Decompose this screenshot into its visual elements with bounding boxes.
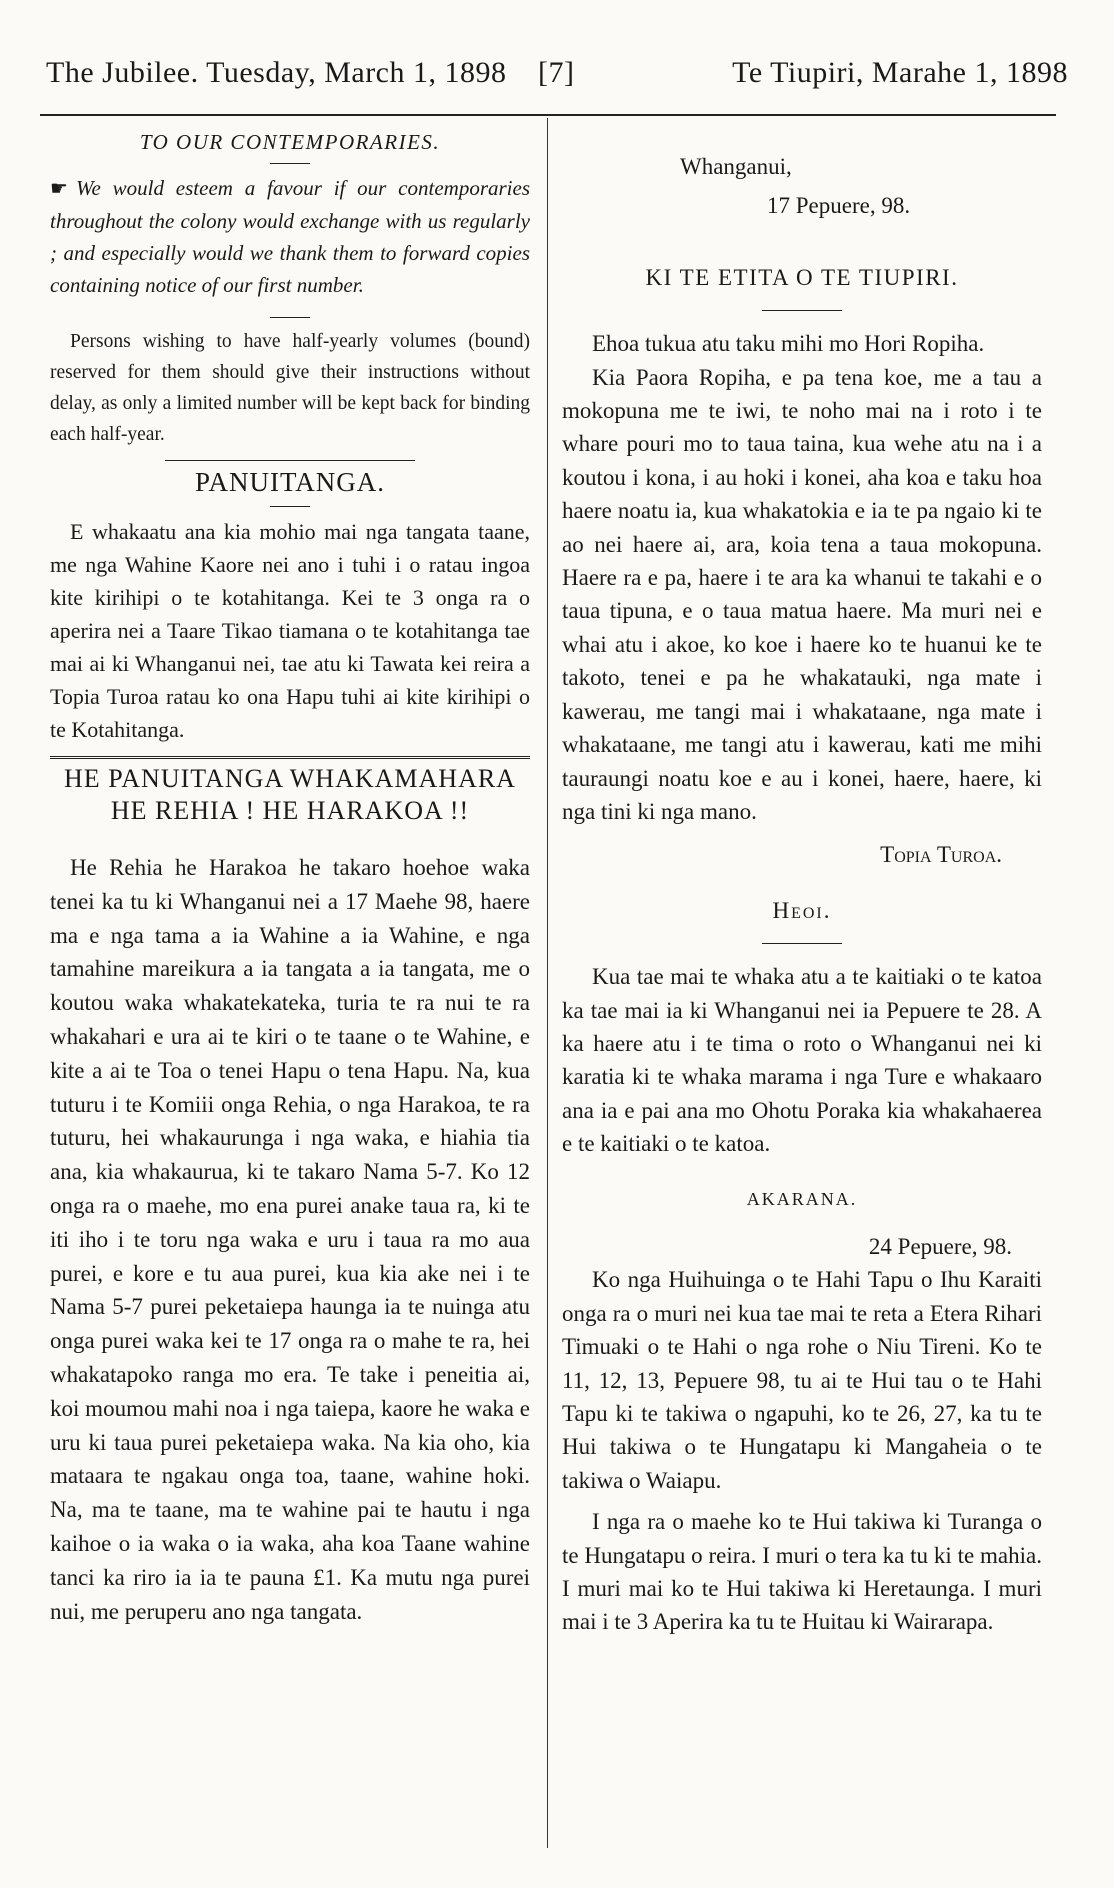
panui-whakamahara-title-1: HE PANUITANGA WHAKAMAHARA <box>64 764 516 793</box>
letter-place: Whanganui, <box>680 154 792 179</box>
header-rule <box>40 114 1056 116</box>
akarana-body-1: Ko nga Huihuinga o te Hahi Tapu o Ihu Karaiti onga ra o muri nei kua tae mai te reta a Etera Rihari Timuaki o te Hahi o nga rohe o Niu Tireni. Ko te 11, 12, 13, Pepuere 98, tu ai te Hui tau o te Hahi Tapu ki te takiwa o ngapuhi, ko te 26, 27, ka tu te Hui takiwa o te Hungatapu ki Mangaheia o te takiwa o Waiapu. <box>562 1267 1042 1493</box>
contemporaries-body: We would esteem a favour if our contemporaries throughout the colony would exchange with us regularly ; and especially would we thank them to forward copies containing notice of our first number. <box>50 176 530 297</box>
divider-short <box>270 317 310 318</box>
page-header <box>40 40 1074 100</box>
letter-date: 17 Pepuere, 98. <box>767 193 911 219</box>
panuitanga-title: PANUITANGA. <box>194 467 386 497</box>
heoi-body: Kua tae mai te whaka atu a te kaitiaki o te katoa ka tae mai ia ki Whanganui nei ia Pepuere te 28. A ka haere atu i te tima o roto o Whanganui nei ki karatia ki te whaka marama i nga Ture e whakaaro ana ia e pai ana mo Ohotu Poraka kia whakahaerea e te kaitiaki o te katoa. <box>562 964 1042 1157</box>
left-column <box>50 118 530 1628</box>
divider-medium <box>762 943 842 944</box>
divider-medium <box>762 310 842 311</box>
letter-body: Kia Paora Ropiha, e pa tena koe, me a tau a mokopuna me te iwi, te noho mai na i roto i te whare pouri mo to taua taina, kua wehe atu na i a koutou i kona, i au hoki i konei, aha koa e taku hoa haere noatu ia, kua whakatokia e ia te pa ngaio ki te ao nei haere ai, ara, koia tena a taua mokopuna. Haere ra e pa, haere i te ara ka whanui te takahi e o taua tipuna, e o taua matua haere. Ma muri nei e whai atu i akoe, ko koe i haere ko te huanui ke te takoto, tenei e pa he whakatauki, nga mate i kawerau, me tangi mai i whakataane, nga mate i whakataane, me tangi atu i kawerau, kati me mihi tauraungi noatu koe e au i konei, haere, haere, ki nga tini ki nga mano. <box>562 364 1042 824</box>
contemporaries-title: TO OUR CONTEMPORARIES. <box>139 130 441 154</box>
heoi-title: Heoi. <box>772 897 832 923</box>
header-right-title: Te Tiupiri, Marahe 1, 1898 <box>732 56 1068 89</box>
right-column <box>562 118 1042 1639</box>
divider-double <box>50 756 530 759</box>
akarana-date: 24 Pepuere, 98. <box>868 1233 1012 1259</box>
panui-whakamahara-body: He Rehia he Harakoa he takaro hoehoe waka tenei ka tu ki Whanganui nei a 17 Maehe 98, haere ma e nga tama a ia Wahine a ia Wahine, e nga tamahine mareikura a ia tangata a ia tangata, me o koutou waka whakatekateka, turia te ra nui te ra whakahari e ura ai te kiri o te taane o te Wahine, e kite a ai te Toa o tenei Hapu o tena Hapu. Na, kua tuturu i te Komiii onga Rehia, o nga Harakoa, te ra tuturu, hei whakaurunga i nga waka, e hiahia tia ana, kia whakaurua, ki te takaro Nama 5-7. Ko 12 onga ra o maehe, mo ena purei anake taua ra, ki te iti iho i te toru nga waka e uru i taua ra mo aua purei, e kore e tu aua purei, kua kia ake nei i te Nama 5-7 purei peketaiepa haunga ia te nuinga atu onga purei waka kei te 17 onga ra o mahe te ra, hei whakatapoko ranga mo era. Te take i peneitia ai, koi moumou mahi noa i nga taiepa, kaore he waka e uru ki taua purei peketaiepa waka. Na kia oho, kia mataara te ngakau onga toa, taane, wahine hoki. Na, ma te taane, ma te wahine pai te hautu i nga kaihoe o ia waka o ia waka, aha koa Taane wahine tanci ka riro ia ia te pauna £1. Ka mutu nga purei nui, me peruperu ano nga tangata. <box>50 855 530 1624</box>
column-divider <box>547 118 548 1848</box>
akarana-body-2: I nga ra o maehe ko te Hui takiwa ki Turanga o te Hungatapu o reira. I muri o tera ka tu ki te mahia. I muri mai ko te Hui takiwa ki Heretaunga. I muri mai i te 3 Aperira ka tu te Huitau ki Wairarapa. <box>562 1509 1042 1635</box>
panuitanga-body: E whakaatu ana kia mohio mai nga tangata taane, me nga Wahine Kaore nei ano i tuhi i o ratau ingoa kite kirihipi o te kotahitanga. Kei te 3 onga ra o aperira nei a Taare Tikao tiamana o te kotahitanga tae mai ai ki Whanganui nei, tae atu ki Tawata kei reira a Topia Turoa ratau ko ona Hapu tuhi ai kite kirihipi o te Kotahitanga. <box>50 519 530 742</box>
divider-long <box>165 460 415 461</box>
pointing-hand-icon: ☛ <box>50 178 68 200</box>
letter-greeting: Ehoa tukua atu taku mihi mo Hori Ropiha. <box>592 331 985 357</box>
contemporaries-notice <box>50 172 530 301</box>
persons-notice: Persons wishing to have half-yearly volumes (bound) reserved for them should give their instructions without delay, as only a limited number will be kept back for binding each half-year. <box>50 331 530 445</box>
divider-short <box>270 163 310 164</box>
panui-whakamahara-title-2: HE REHIA ! HE HARAKOA !! <box>110 796 470 825</box>
page-number: [7] <box>538 56 575 89</box>
letter-signature: Topia Turoa. <box>880 842 1002 868</box>
header-left-title: The Jubilee. Tuesday, March 1, 1898 <box>46 56 507 89</box>
etita-title: KI TE ETITA O TE TIUPIRI. <box>645 264 959 290</box>
divider-short <box>270 506 310 507</box>
akarana-title: AKARANA. <box>746 1188 858 1209</box>
